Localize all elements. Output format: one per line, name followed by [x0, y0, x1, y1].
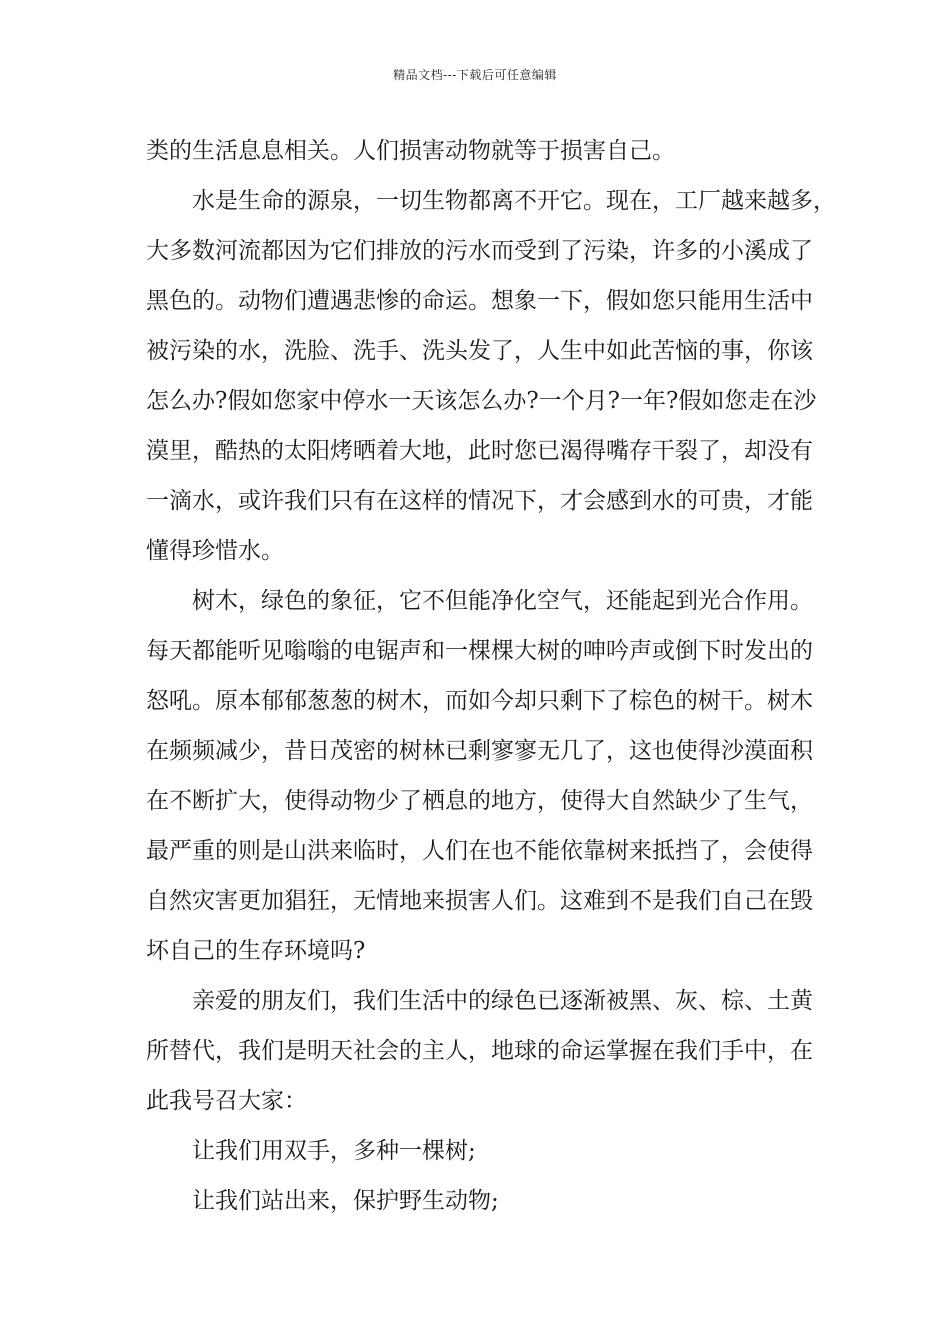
- text-line: 让我们站出来，保护野生动物;: [192, 1188, 499, 1214]
- text-line: 怎么办?假如您家中停水一天该怎么办?一个月?一年?假如您走在沙: [146, 388, 817, 414]
- text-line: 水是生命的源泉，一切生物都离不开它。现在，工厂越来越多，: [192, 188, 836, 214]
- document-body: [146, 126, 836, 1226]
- text-line: 亲爱的朋友们，我们生活中的绿色已逐渐被黑、灰、棕、土黄: [192, 988, 813, 1014]
- text-line: 每天都能听见嗡嗡的电锯声和一棵棵大树的呻吟声或倒下时发出的: [146, 638, 813, 664]
- text-line: 被污染的水，洗脸、洗手、洗头发了，人生中如此苦恼的事，你该: [146, 338, 813, 364]
- page-header: 精品文档---下载后可任意编辑: [393, 68, 557, 82]
- text-line: 类的生活息息相关。人们损害动物就等于损害自己。: [146, 138, 675, 164]
- text-line: 懂得珍惜水。: [146, 538, 284, 564]
- text-line: 怒吼。原本郁郁葱葱的树木，而如今却只剩下了棕色的树干。树木: [146, 688, 813, 714]
- text-line: 黑色的。动物们遭遇悲惨的命运。想象一下，假如您只能用生活中: [146, 288, 813, 314]
- text-line: 大多数河流都因为它们排放的污水而受到了污染，许多的小溪成了: [146, 238, 813, 264]
- text-line: 此我号召大家：: [146, 1088, 307, 1114]
- text-line: 所替代，我们是明天社会的主人，地球的命运掌握在我们手中，在: [146, 1038, 813, 1064]
- text-line: 树木，绿色的象征，它不但能净化空气，还能起到光合作用。: [192, 588, 813, 614]
- text-line: 坏自己的生存环境吗?: [146, 938, 366, 964]
- text-line: 漠里，酷热的太阳烤晒着大地，此时您已渴得嘴存干裂了，却没有: [146, 438, 813, 464]
- text-line: 在频频减少，昔日茂密的树林已剩寥寥无几了，这也使得沙漠面积: [146, 738, 813, 764]
- text-line: 一滴水，或许我们只有在这样的情况下，才会感到水的可贵，才能: [146, 488, 813, 514]
- text-line: 最严重的则是山洪来临时，人们在也不能依靠树来抵挡了，会使得: [146, 838, 813, 864]
- text-line: 在不断扩大，使得动物少了栖息的地方，使得大自然缺少了生气，: [146, 788, 813, 814]
- text-line: 让我们用双手，多种一棵树;: [192, 1138, 476, 1164]
- text-line: 自然灾害更加猖狂，无情地来损害人们。这难到不是我们自己在毁: [146, 888, 813, 914]
